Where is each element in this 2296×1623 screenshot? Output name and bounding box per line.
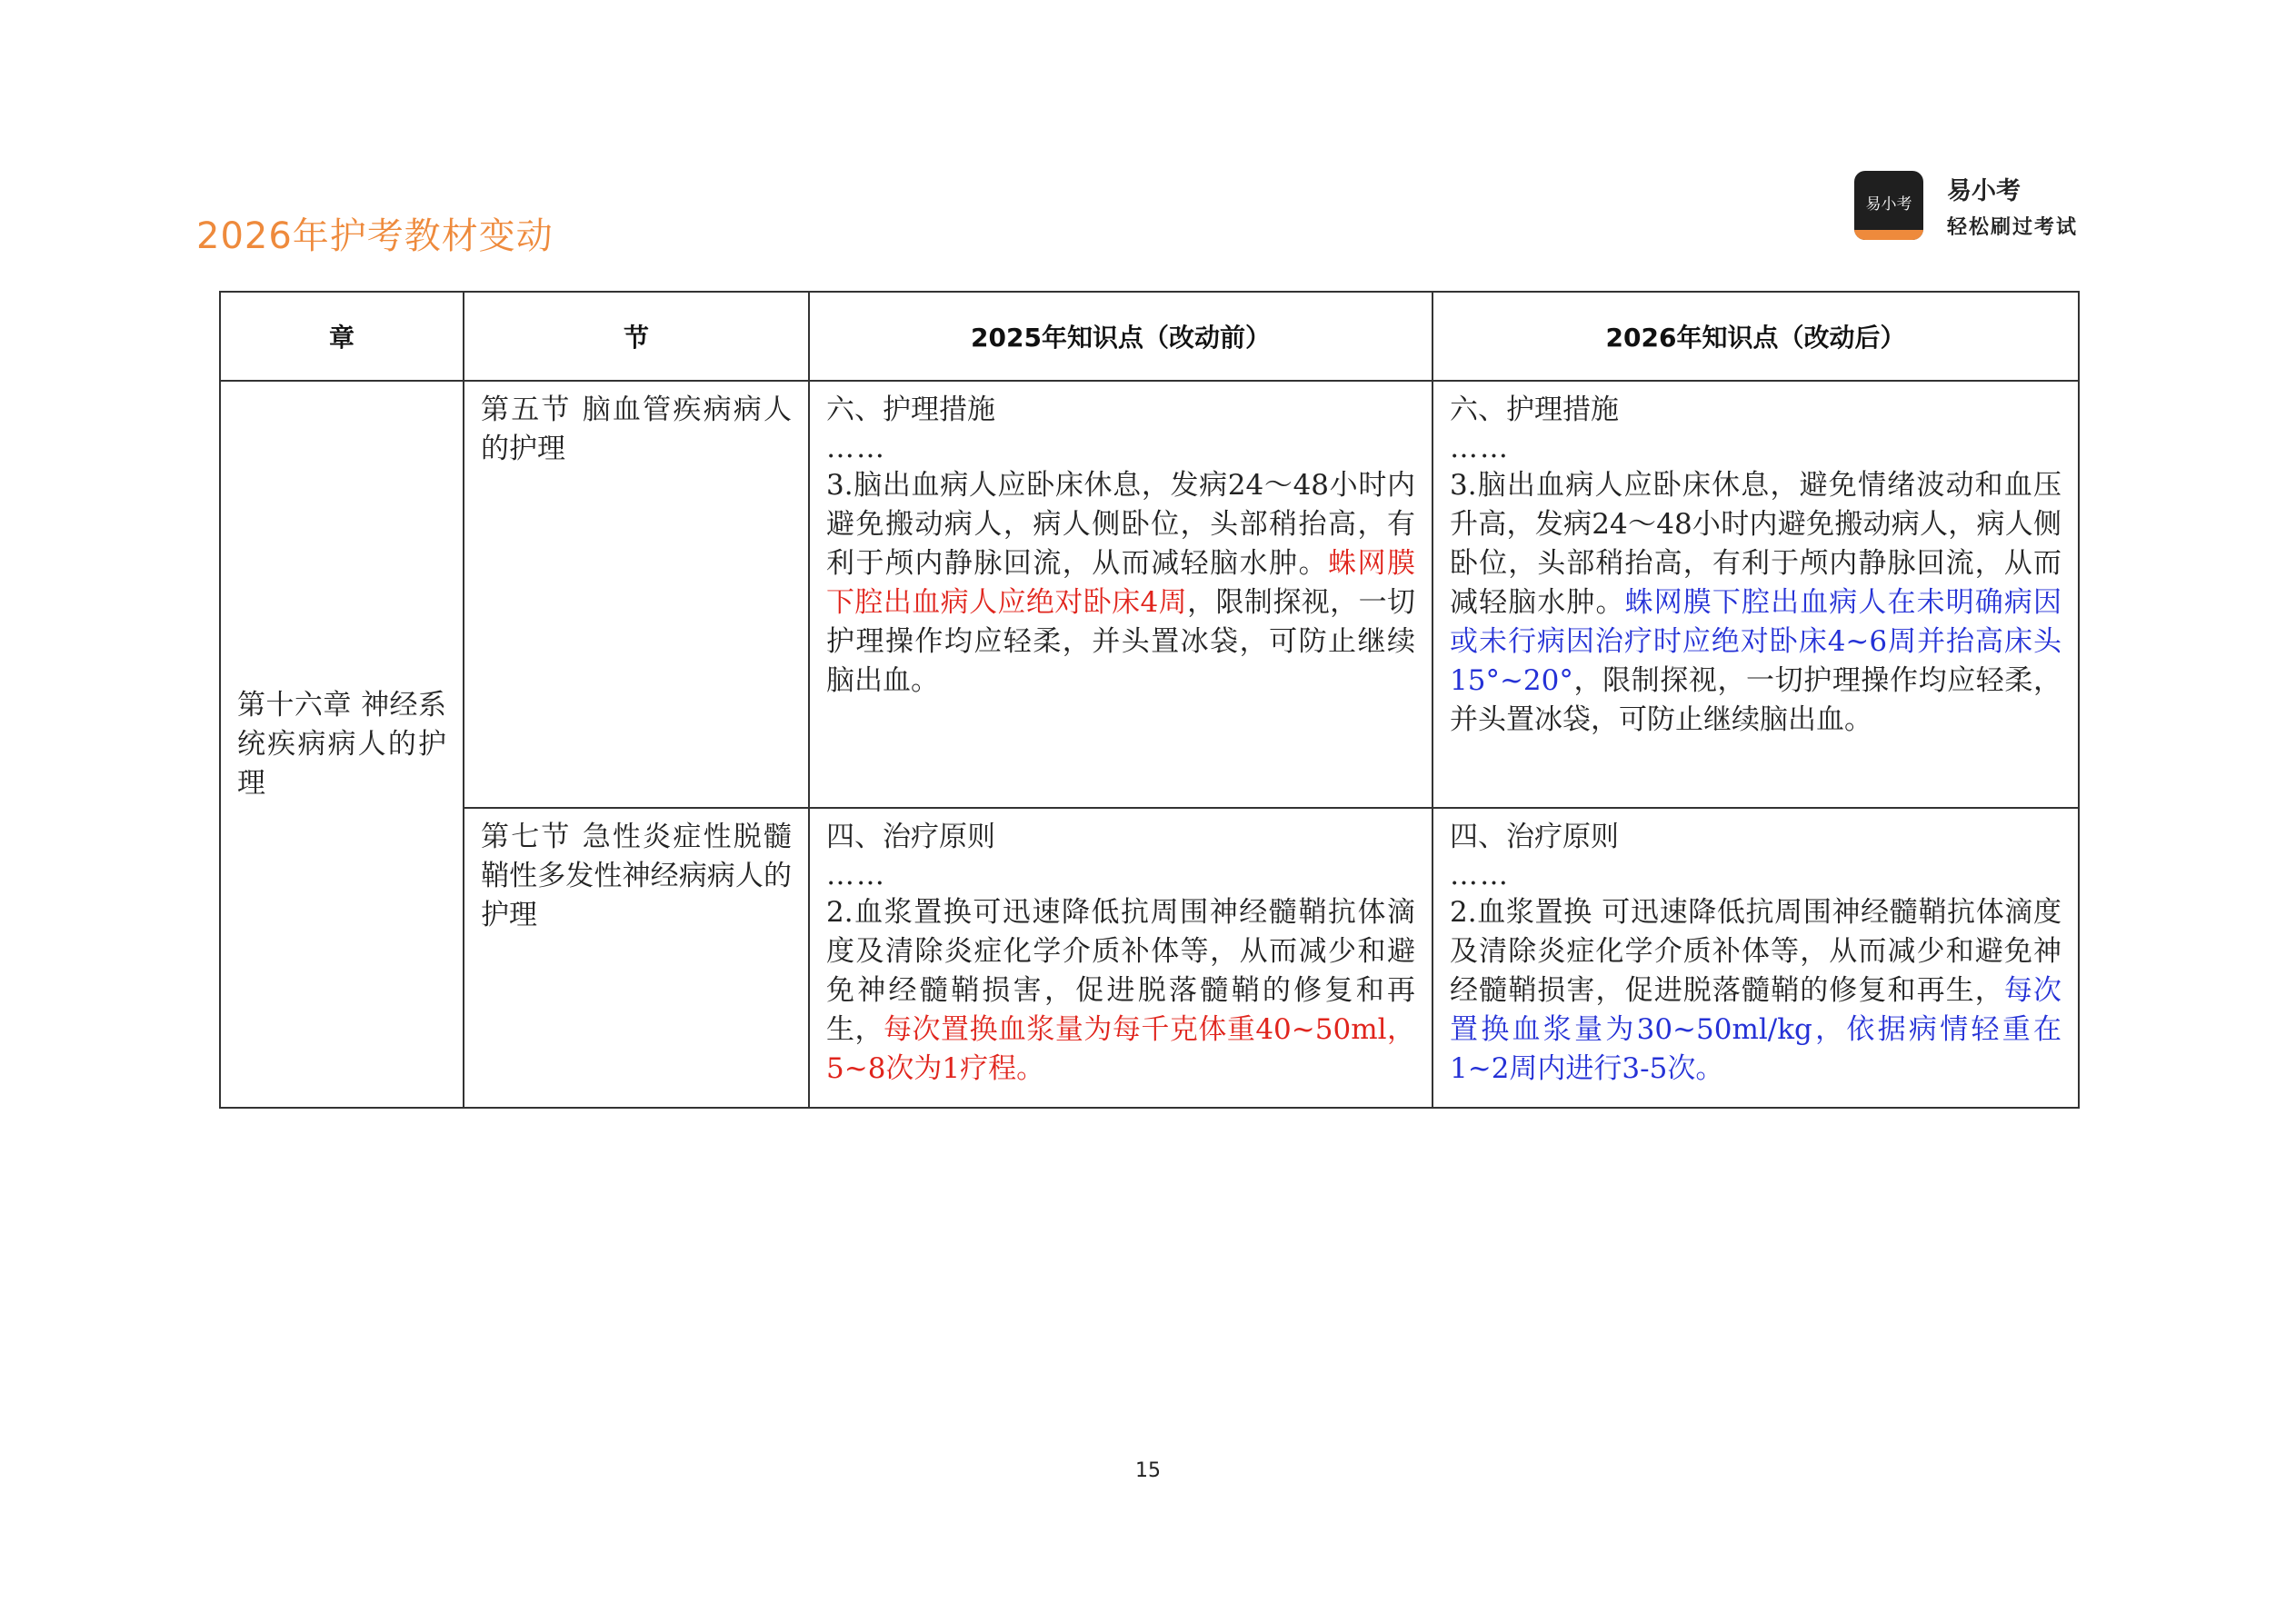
chapter-cell: [220, 381, 464, 1108]
after-text: 2.血浆置换 可迅速降低抗周围神经髓鞘抗体滴度及清除炎症化学介质补体等，从而减少和避免神经髓鞘损害，促进脱落髓鞘的修复和再生，: [1450, 896, 2061, 1007]
after-heading: 六、护理措施: [1450, 393, 1619, 426]
changes-table: [219, 291, 2080, 1109]
before-tail-text: ，限制探视，一切护理操作均应轻柔，并头置冰袋，可防止继续脑出血。: [826, 586, 1416, 697]
brand-name: 易小考: [1947, 177, 2021, 205]
section-label: 第五节 脑血管疾病病人的护理: [481, 393, 792, 465]
section-cell: [464, 381, 809, 808]
brand-header: [1854, 171, 2078, 240]
table-row: [220, 808, 2079, 1108]
table-row: [220, 381, 2079, 808]
header-chapter: 章: [220, 292, 464, 381]
before-content: [810, 809, 1432, 1089]
before-heading: 四、治疗原则: [826, 821, 995, 853]
before-cell: [809, 381, 1433, 808]
brand-slogan: 轻松刷过考试: [1947, 216, 2079, 239]
after-cell: [1433, 381, 2079, 808]
brand-logo-icon: [1854, 171, 1923, 240]
document-title: 2026年护考教材变动: [196, 215, 554, 257]
before-removed-text: 蛛网膜下腔出血病人应绝对卧床4周: [826, 547, 1416, 619]
after-content: [1433, 809, 2078, 1089]
after-added-text: 蛛网膜下腔出血病人在未明确病因或未行病因治疗时应绝对卧床4~6周并抬高床头15°~20°: [1450, 586, 2062, 697]
section-label: 第七节 急性炎症性脱髓鞘性多发性神经病病人的护理: [481, 821, 792, 931]
chapter-label: 第十六章 神经系统疾病病人的护理: [237, 688, 446, 800]
after-added-text: 每次置换血浆量为30~50ml/kg，依据病情轻重在1~2周内进行3-5次。: [1450, 974, 2062, 1085]
before-ellipsis: ……: [826, 432, 886, 464]
header-before: 2025年知识点（改动前）: [809, 292, 1433, 381]
after-ellipsis: ……: [1450, 432, 1510, 464]
after-text: 3.脑出血病人应卧床休息，避免情绪波动和血压升高，发病24～48小时内避免搬动病人，病人侧卧位，头部稍抬高，有利于颅内静脉回流，从而减轻脑水肿。: [1450, 469, 2061, 619]
after-cell: [1433, 808, 2079, 1108]
page-number: 15: [1135, 1459, 1161, 1482]
brand-logo-text: 易小考: [1865, 194, 1912, 214]
brand-text-block: [1947, 171, 2078, 240]
after-content: [1433, 382, 2078, 740]
header-section: 节: [464, 292, 809, 381]
before-removed-text: 每次置换血浆量为每千克体重40~50ml，5~8次为1疗程。: [826, 1013, 1415, 1085]
header-after: 2026年知识点（改动后）: [1433, 292, 2079, 381]
before-text: 3.脑出血病人应卧床休息，发病24～48小时内避免搬动病人，病人侧卧位，头部稍抬高，有利于颅内静脉回流，从而减轻脑水肿。: [826, 469, 1415, 580]
section-cell: [464, 808, 809, 1108]
before-heading: 六、护理措施: [826, 393, 995, 426]
table-header-row: [220, 292, 2079, 381]
after-heading: 四、治疗原则: [1450, 821, 1619, 853]
before-cell: [809, 808, 1433, 1108]
before-content: [810, 382, 1432, 701]
before-ellipsis: ……: [826, 859, 886, 891]
after-ellipsis: ……: [1450, 859, 1510, 891]
after-tail-text: ，限制探视，一切护理操作均应轻柔，并头置冰袋，可防止继续脑出血。: [1450, 664, 2061, 736]
before-text: 2.血浆置换可迅速降低抗周围神经髓鞘抗体滴度及清除炎症化学介质补体等，从而减少和避免神经髓鞘损害，促进脱落髓鞘的修复和再生，: [826, 896, 1415, 1046]
